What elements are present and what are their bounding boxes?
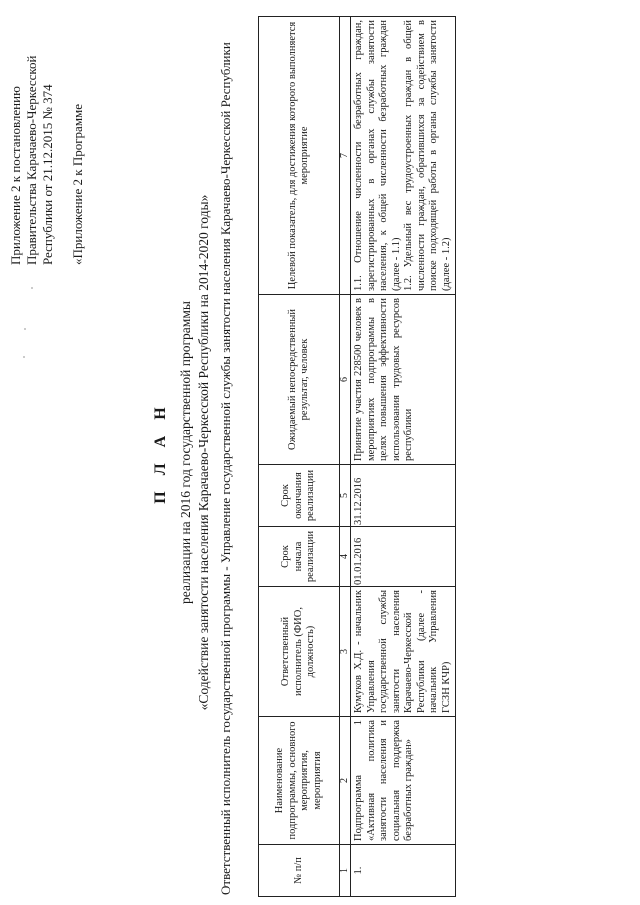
header-row xyxy=(259,17,340,897)
col-number: 7 xyxy=(340,17,351,295)
header-end: Срок окончания реализации xyxy=(259,465,340,527)
appendix-line-4: «Приложение 2 к Программе xyxy=(70,103,85,265)
plan-table xyxy=(258,16,456,897)
col-number: 4 xyxy=(340,527,351,587)
col-number: 6 xyxy=(340,295,351,465)
row-num: 1. xyxy=(351,845,456,897)
header-start: Срок начала реализации xyxy=(259,527,340,587)
responsible-executor-line: Ответственный исполнитель государственной программы - Управление государственной службы занятости населения Карачаево-Черкесской Республики xyxy=(218,42,233,895)
appendix-line-2: Правительства Карачаево-Черкесской xyxy=(24,55,39,265)
header-target: Целевой показатель, для достижения которого выполняется мероприятие xyxy=(259,17,340,295)
target-1: 1.1. Отношение численности безработных граждан, зарегистрированных в органах службы занятости населения, к общей численности безработных граждан (далее - 1.1) xyxy=(353,20,402,291)
row-target xyxy=(351,17,456,295)
scan-speck xyxy=(24,328,26,330)
table-row xyxy=(351,17,456,897)
appendix-block xyxy=(8,15,86,265)
col-number: 2 xyxy=(340,717,351,845)
header-name: Наименование подпрограммы, основного мероприятия, мероприятия xyxy=(259,717,340,845)
header-result: Ожидаемый непосредственный результат, человек xyxy=(259,295,340,465)
appendix-line-1: Приложение 2 к постановлению xyxy=(8,86,23,265)
col-number: 1 xyxy=(340,845,351,897)
document-title: П Л А Н xyxy=(152,401,169,504)
row-end-date: 31.12.2016 xyxy=(351,465,456,527)
appendix-line-3: Республики от 21.12.2015 № 374 xyxy=(40,84,55,265)
target-2: 1.2. Удельный вес трудоустроенных граждан в общей численности граждан, обратившихся за содействием в поиске подходящей работы в органы службы занятости (далее - 1.2) xyxy=(403,20,452,291)
row-result: Принятие участия 228500 человек в мероприятиях подпрограммы в целях повышения эффективности использования трудовых ресурсов республики xyxy=(351,295,456,465)
scan-speck xyxy=(23,356,25,358)
document-subtitle-2: «Содействие занятости населения Карачаево-Черкесской Республики на 2014-2020 годы» xyxy=(196,194,211,711)
header-executor: Ответственный исполнитель (ФИО, должность) xyxy=(259,587,340,717)
scan-speck xyxy=(31,287,33,289)
column-number-row xyxy=(340,17,351,897)
row-executor: Кумуков Х.Д. - начальник Управления государственной службы занятости населения Карачаево-Черкесской Республики (далее - начальник Управления ГСЗН КЧР) xyxy=(351,587,456,717)
col-number: 3 xyxy=(340,587,351,717)
row-start-date: 01.01.2016 xyxy=(351,527,456,587)
document-subtitle-1: реализации на 2016 год государственной программы xyxy=(178,301,193,604)
header-num: № п/п xyxy=(259,845,340,897)
col-number: 5 xyxy=(340,465,351,527)
row-subprogram-name: Подпрограмма 1 «Активная политика занятости населения и социальная поддержка безработных граждан» xyxy=(351,717,456,845)
